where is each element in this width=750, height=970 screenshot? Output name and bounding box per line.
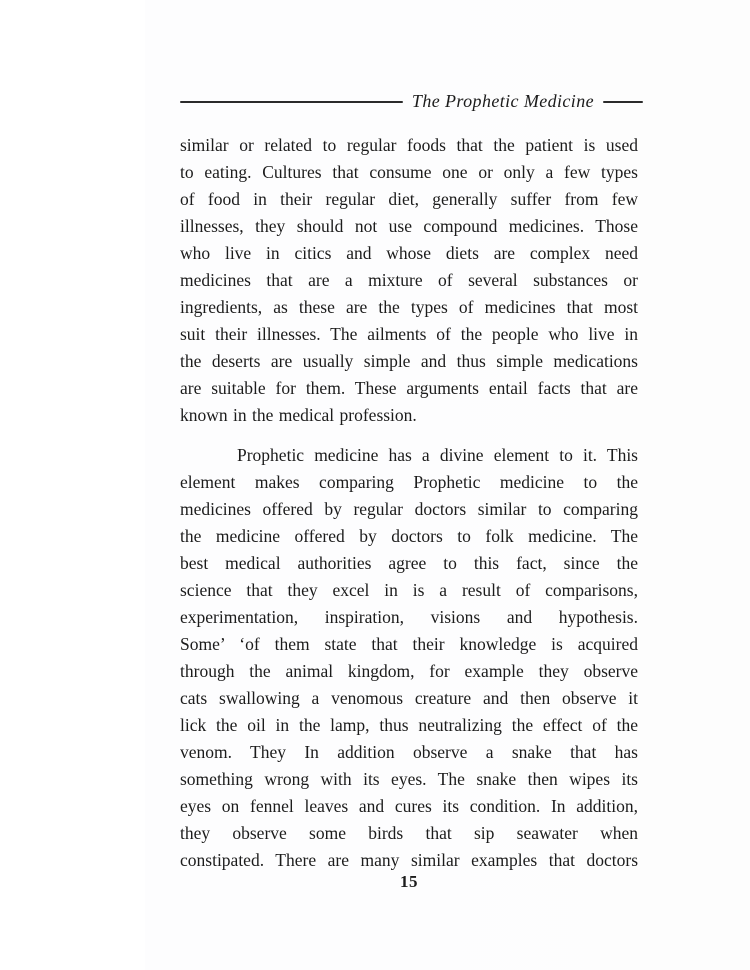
- text-line: who live in citics and whose diets are complex need: [180, 243, 638, 263]
- body-text-block: [180, 132, 638, 887]
- text-line: the deserts are usually simple and thus simple medications: [180, 351, 638, 371]
- text-line: science that they excel in is a result of comparisons,: [180, 580, 638, 600]
- text-line: they observe some birds that sip seawater when: [180, 823, 638, 843]
- text-line: are suitable for them. These arguments entail facts that are: [180, 378, 638, 398]
- text-line: to eating. Cultures that consume one or only a few types: [180, 162, 638, 182]
- text-line: medicines that are a mixture of several substances or: [180, 270, 638, 290]
- text-line: ingredients, as these are the types of medicines that most: [180, 297, 638, 317]
- page-number: 15: [400, 872, 418, 891]
- text-line: illnesses, they should not use compound medicines. Those: [180, 216, 638, 236]
- text-line: medicines offered by regular doctors similar to comparing: [180, 499, 638, 519]
- running-header: [180, 90, 643, 114]
- text-line: something wrong with its eyes. The snake then wipes its: [180, 769, 638, 789]
- text-line: best medical authorities agree to this fact, since the: [180, 553, 638, 573]
- text-line: eyes on fennel leaves and cures its condition. In addition,: [180, 796, 638, 816]
- text-line: known in the medical profession.: [180, 405, 417, 425]
- text-line: similar or related to regular foods that the patient is used: [180, 135, 638, 155]
- header-rule-right: [603, 101, 643, 103]
- text-line: Some’ ‘of them state that their knowledge is acquired: [180, 634, 638, 654]
- text-line: venom. They In addition observe a snake that has: [180, 742, 638, 762]
- text-line: cats swallowing a venomous creature and then observe it: [180, 688, 638, 708]
- text-line: Prophetic medicine has a divine element to it. This: [237, 445, 638, 465]
- paragraph: [180, 442, 638, 874]
- text-line: element makes comparing Prophetic medicine to the: [180, 472, 638, 492]
- running-header-title: The Prophetic Medicine: [411, 90, 594, 111]
- header-rule-left: [180, 101, 403, 103]
- text-line: suit their illnesses. The ailments of the people who live in: [180, 324, 638, 344]
- paragraph: [180, 132, 638, 429]
- text-line: the medicine offered by doctors to folk medicine. The: [180, 526, 638, 546]
- text-line: experimentation, inspiration, visions and hypothesis.: [180, 607, 638, 627]
- text-line: of food in their regular diet, generally suffer from few: [180, 189, 638, 209]
- text-line: through the animal kingdom, for example they observe: [180, 661, 638, 681]
- text-line: constipated. There are many similar examples that doctors: [180, 850, 638, 870]
- text-line: lick the oil in the lamp, thus neutralizing the effect of the: [180, 715, 638, 735]
